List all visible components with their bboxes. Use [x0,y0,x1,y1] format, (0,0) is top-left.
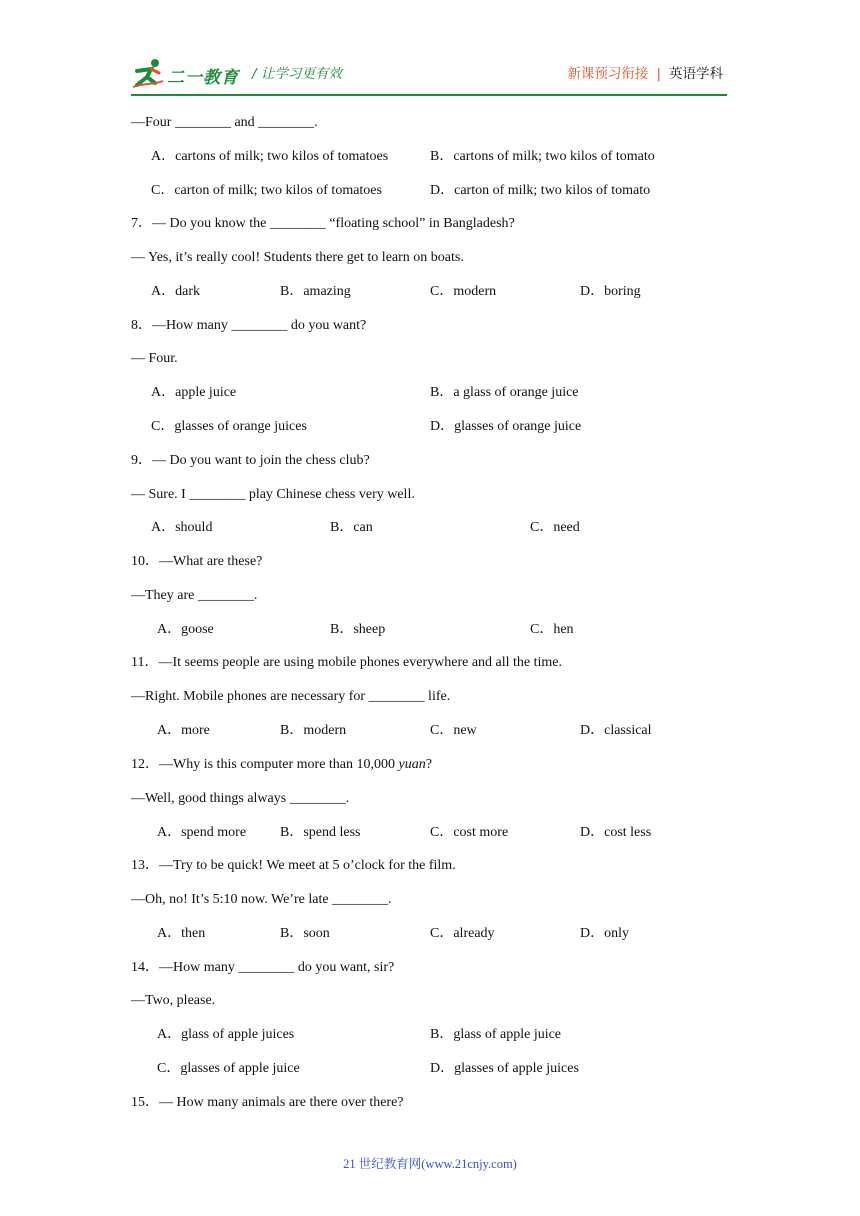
header-divider [131,94,727,96]
q14-answer-line: —Two, please. [131,993,216,1008]
q14-option-b: B．glass of apple juice [430,1027,562,1042]
q8-question: 8．—How many ________ do you want? [131,318,367,333]
q9-question: 9．— Do you want to join the chess club? [131,453,370,468]
q7-question: 7．— Do you know the ________ “floating school” in Bangladesh? [131,216,515,231]
q14-option-a: A．glass of apple juices [157,1027,295,1042]
q6-answer-line: —Four ________ and ________. [131,115,318,130]
q12-option-b: B．spend less [280,825,361,840]
q7-option-d: D．boring [580,284,641,299]
q12-answer-line: —Well, good things always ________. [131,791,350,806]
q9-option-b: B．can [330,520,373,535]
q8-option-a: A．apple juice [151,385,237,400]
q6-option-a: A．cartons of milk; two kilos of tomatoes [151,149,389,164]
slogan: / 让学习更有效 [252,66,342,82]
q12-option-d: D．cost less [580,825,652,840]
q11-option-d: D．classical [580,723,652,738]
q14-option-d: D．glasses of apple juices [430,1061,579,1076]
q9-option-c: C．need [530,520,580,535]
page-header [0,0,860,100]
subject-label: 英语学科 [669,66,723,82]
q10-option-a: A．goose [157,622,214,637]
header-course-info [567,62,723,82]
q7-option-c: C．modern [430,284,497,299]
q10-option-c: C．hen [530,622,574,637]
q11-option-c: C．new [430,723,477,738]
q13-option-c: C．already [430,926,495,941]
q12-option-c: C．cost more [430,825,509,840]
q12-question-end: ? [425,757,432,772]
q11-option-b: B．modern [280,723,347,738]
q12-question [131,756,432,774]
q13-option-b: B．soon [280,926,330,941]
q9-answer-line: — Sure. I ________ play Chinese chess very well. [131,487,415,502]
q11-answer-line: —Right. Mobile phones are necessary for ________ life. [131,689,451,704]
q7-answer-line: — Yes, it’s really cool! Students there get to learn on boats. [131,250,464,265]
q14-option-c: C．glasses of apple juice [157,1061,300,1076]
page-footer: 21 世纪教育网(www.21cnjy.com) [343,1157,517,1171]
q8-option-c: C．glasses of orange juices [151,419,307,434]
course-label: 新课预习衔接 [567,66,649,82]
header-separator: | [656,66,661,82]
q7-option-b: B．amazing [280,284,351,299]
q11-question: 11．—It seems people are using mobile phones everywhere and all the time. [131,655,563,670]
q6-option-b: B．cartons of milk; two kilos of tomato [430,149,655,164]
q10-option-b: B．sheep [330,622,386,637]
q13-option-d: D．only [580,926,629,941]
q14-question: 14．—How many ________ do you want, sir? [131,960,395,975]
q6-option-c: C．carton of milk; two kilos of tomatoes [151,183,382,198]
q12-option-a: A．spend more [157,825,247,840]
q13-answer-line: —Oh, no! It’s 5:10 now. We’re late ________. [131,892,392,907]
q10-question: 10．—What are these? [131,554,263,569]
q15-question: 15．— How many animals are there over there? [131,1095,404,1110]
q13-question: 13．—Try to be quick! We meet at 5 o’clock for the film. [131,858,456,873]
q8-answer-line: — Four. [131,351,178,366]
q6-option-d: D．carton of milk; two kilos of tomato [430,183,651,198]
q12-question-italic: yuan [398,757,426,772]
logo-text: 二一教育 [167,68,239,88]
q8-option-b: B．a glass of orange juice [430,385,579,400]
q8-option-d: D．glasses of orange juice [430,419,582,434]
q13-option-a: A．then [157,926,206,941]
q7-option-a: A．dark [151,284,200,299]
q11-option-a: A．more [157,723,210,738]
q10-answer-line: —They are ________. [131,588,258,603]
q12-question-text: 12．—Why is this computer more than 10,000 [131,757,399,772]
logo [131,57,241,89]
q9-option-a: A．should [151,520,213,535]
runner-logo-icon [131,57,165,89]
